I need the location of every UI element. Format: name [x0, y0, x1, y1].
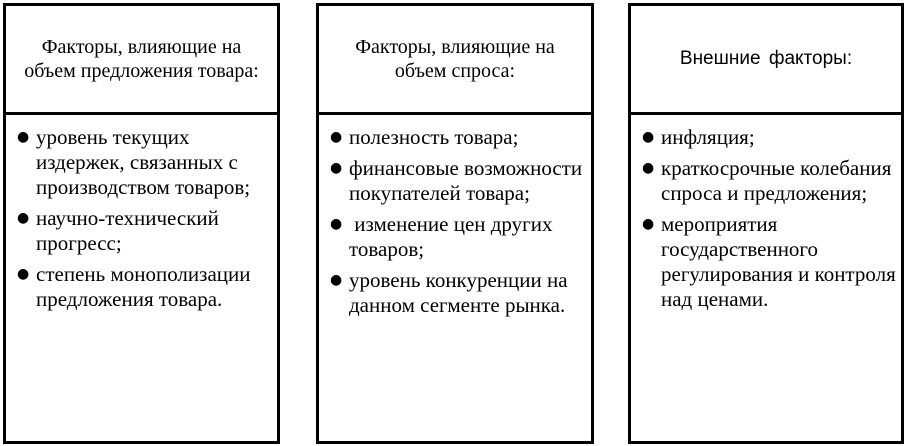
supply-factors-box: [3, 3, 280, 444]
demand-factors-box: [316, 3, 594, 444]
supply-factors-list: [6, 115, 277, 312]
list-item: [631, 156, 901, 206]
list-item: [6, 125, 277, 200]
list-item: [631, 212, 901, 312]
bullet-icon: ●: [330, 160, 343, 176]
bullet-icon: ●: [17, 210, 30, 226]
list-item: [319, 268, 591, 318]
external-factors-box: [628, 3, 904, 444]
bullet-icon: ●: [642, 160, 655, 176]
bullet-icon: ●: [330, 272, 343, 288]
bullet-icon: ●: [330, 216, 343, 232]
list-item-text: краткосрочные колебания спроса и предложения;: [661, 156, 892, 205]
bullet-icon: ●: [17, 129, 30, 145]
list-item-text: уровень текущих издержек, связанных с производством товаров;: [36, 125, 251, 199]
demand-factors-title: Факторы, влияющие на объем спроса:: [319, 6, 591, 115]
list-item-text: степень монополизации предложения товара.: [36, 262, 251, 311]
list-item: [6, 262, 277, 312]
list-item-text: научно-технический прогресс;: [36, 206, 219, 255]
bullet-icon: ●: [642, 216, 655, 232]
list-item-text: полезность товара;: [349, 125, 519, 149]
list-item: [6, 206, 277, 256]
external-factors-list: [631, 115, 901, 312]
list-item-text: мероприятия государственного регулирования и контроля над ценами.: [661, 212, 896, 311]
bullet-icon: ●: [17, 266, 30, 282]
list-item: [319, 156, 591, 206]
bullet-icon: ●: [642, 129, 655, 145]
list-item-text: инфляция;: [661, 125, 755, 149]
list-item-text: финансовые возможности покупателей товара;: [349, 156, 583, 205]
demand-factors-list: [319, 115, 591, 318]
list-item: [319, 212, 591, 262]
supply-factors-title: Факторы, влияющие на объем предложения товара:: [6, 6, 277, 115]
list-item-text: уровень конкуренции на данном сегменте рынка.: [349, 268, 568, 317]
bullet-icon: ●: [330, 129, 343, 145]
list-item: [631, 125, 901, 150]
list-item-text: изменение цен других товаров;: [349, 212, 558, 261]
list-item: [319, 125, 591, 150]
external-factors-title: Внешние факторы:: [631, 6, 901, 115]
